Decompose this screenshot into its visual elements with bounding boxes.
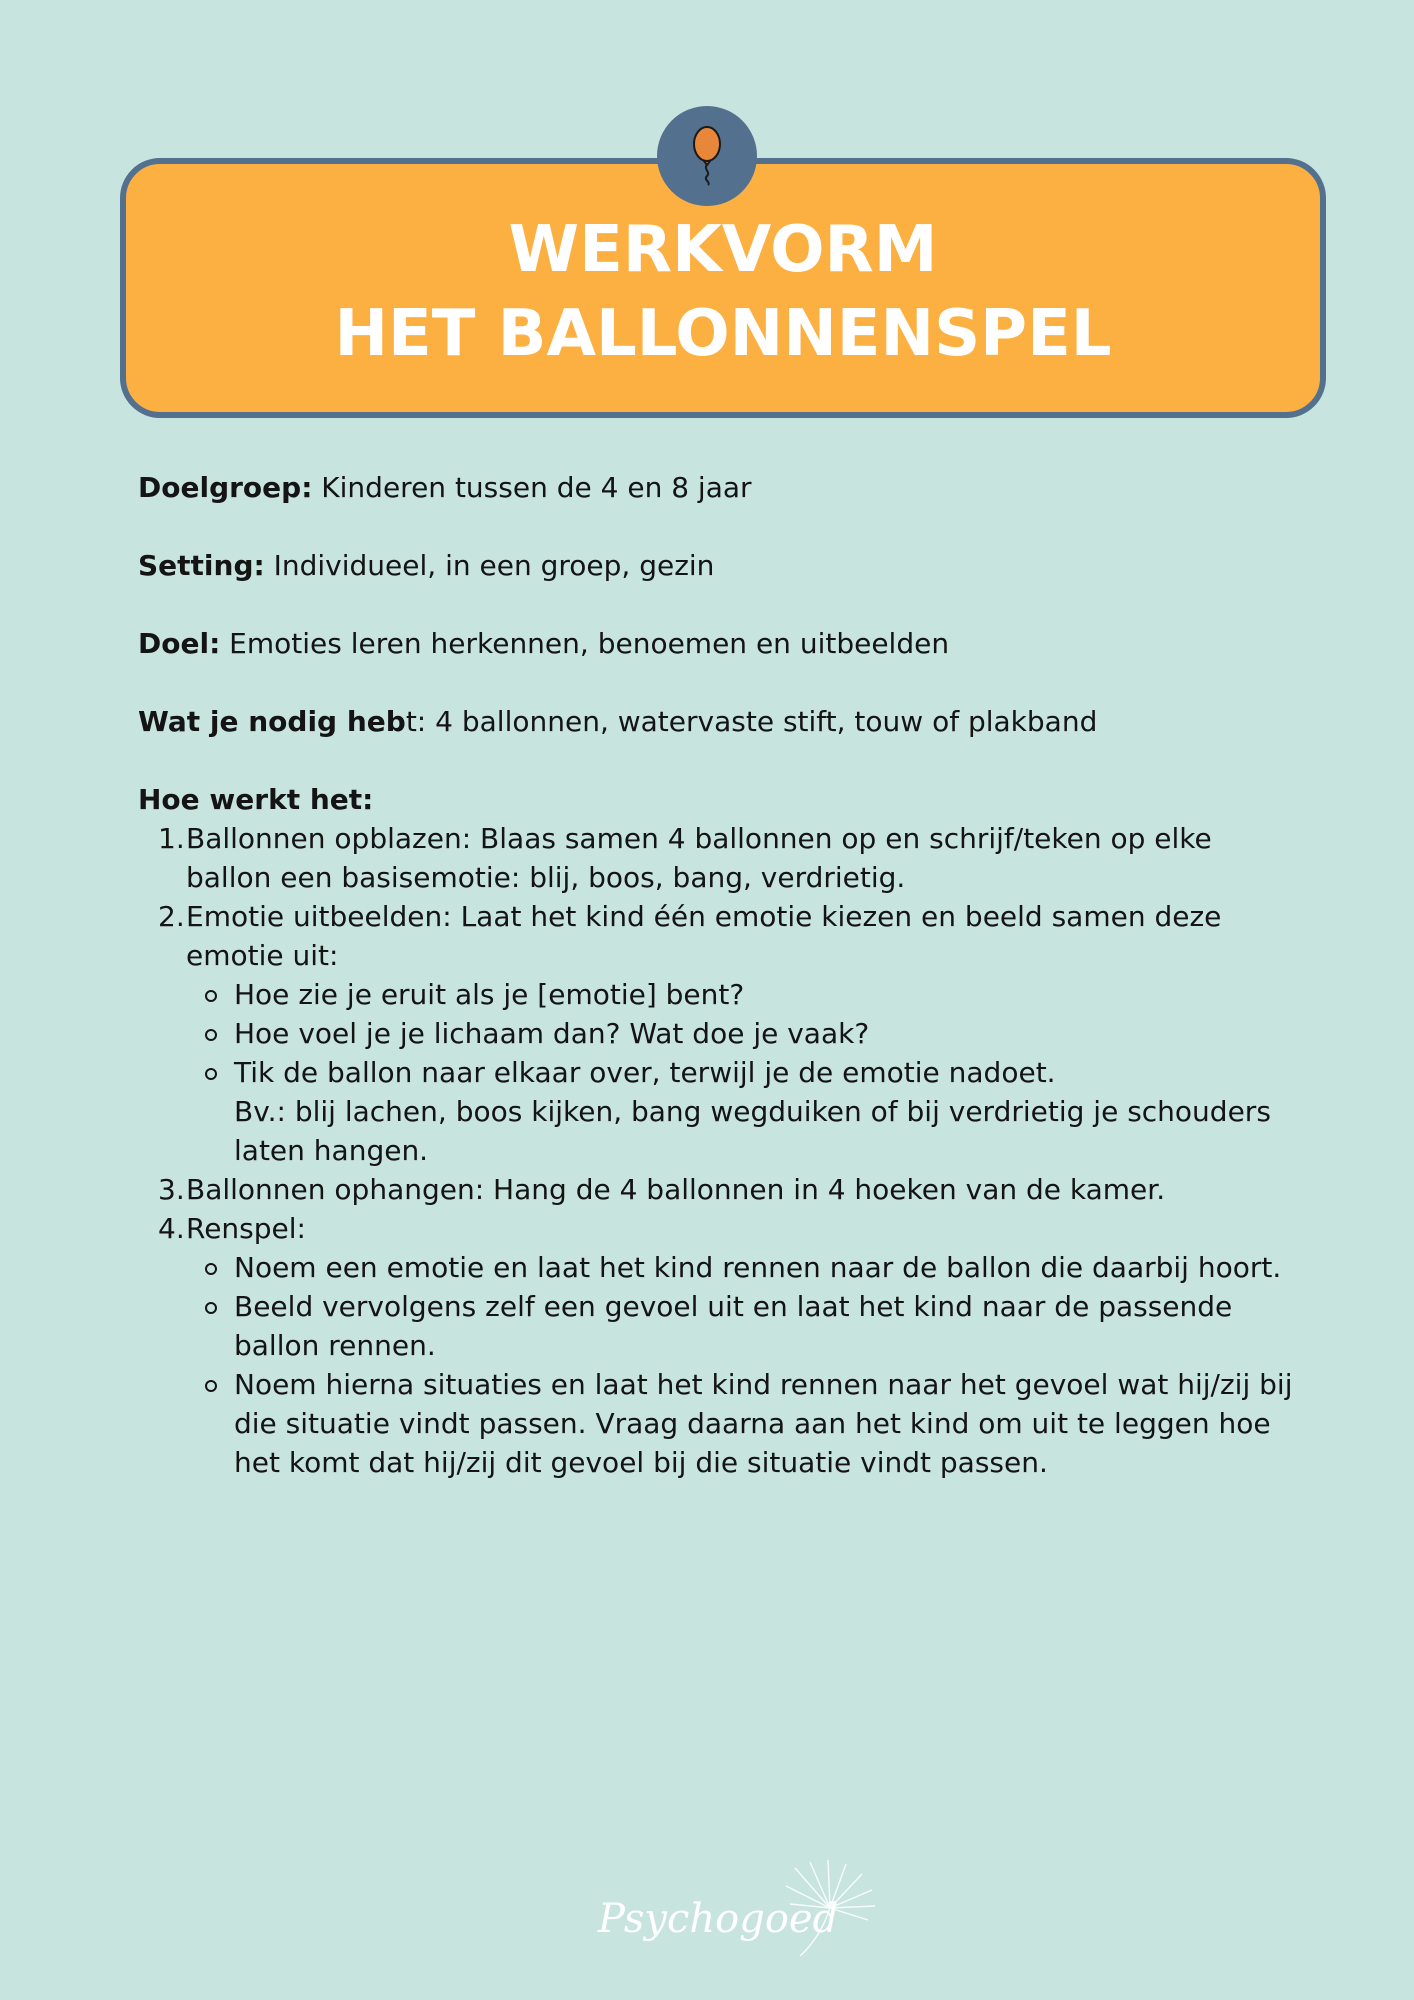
list-item	[138, 897, 1298, 1170]
step-number: 2.	[158, 900, 185, 933]
sub-list	[186, 975, 1298, 1170]
step-text: Ballonnen opblazen: Blaas samen 4 ballonnen op en schrijf/teken op elke ballon een basisemotie: blij, boos, bang, verdrietig.	[186, 822, 1212, 894]
balloon-icon	[685, 124, 729, 188]
list-item	[138, 819, 1298, 897]
step-number: 1.	[158, 822, 185, 855]
title-line-1: WERKVORM	[508, 213, 938, 287]
field-value: Kinderen tussen de 4 en 8 jaar	[312, 471, 752, 504]
field-value: Emoties leren herkennen, benoemen en uitbeelden	[220, 627, 950, 660]
list-item	[186, 1014, 1298, 1053]
field-value: Individueel, in een groep, gezin	[264, 549, 715, 582]
bullet-icon	[205, 1302, 217, 1314]
sub-text: Beeld vervolgens zelf een gevoel uit en laat het kind naar de passende ballon rennen.	[234, 1290, 1233, 1362]
field-label: Doelgroep:	[138, 471, 313, 504]
list-item	[138, 1170, 1298, 1209]
bullet-icon	[205, 1263, 217, 1275]
brand-logo: Psychogoed	[598, 1896, 839, 1942]
step-text: Renspel:	[186, 1212, 306, 1245]
balloon-badge	[657, 106, 757, 206]
field-label: Wat je nodig heb	[138, 705, 406, 738]
sub-text: Tik de ballon naar elkaar over, terwijl je de emotie nadoet.	[234, 1056, 1056, 1089]
field-doel	[138, 624, 1298, 663]
field-nodig	[138, 702, 1298, 741]
sub-text: Noem een emotie en laat het kind rennen naar de ballon die daarbij hoort.	[234, 1251, 1282, 1284]
step-number: 4.	[158, 1212, 185, 1245]
sub-text: Noem hierna situaties en laat het kind rennen naar het gevoel wat hij/zij bij die situatie vindt passen. Vraag daarna aan het kind om uit te leggen hoe het komt dat hij/zij dit gevoel bij die situatie vindt passen.	[234, 1368, 1293, 1479]
list-item	[186, 1248, 1298, 1287]
field-value: t: 4 ballonnen, watervaste stift, touw of plakband	[405, 705, 1098, 738]
sub-text: Hoe zie je eruit als je [emotie] bent?	[234, 978, 745, 1011]
steps-list	[138, 819, 1298, 1482]
footer-logo	[590, 1858, 890, 1958]
sub-text-example: Bv.: blij lachen, boos kijken, bang wegduiken of bij verdrietig je schouders laten hangen.	[234, 1095, 1271, 1167]
bullet-icon	[205, 1068, 217, 1080]
bullet-icon	[205, 1380, 217, 1392]
sub-list	[186, 1248, 1298, 1482]
title-line-2: HET BALLONNENSPEL	[334, 297, 1112, 371]
field-doelgroep	[138, 468, 1298, 507]
steps-heading: Hoe werkt het:	[138, 783, 374, 816]
list-item	[186, 1053, 1298, 1170]
sub-text: Hoe voel je je lichaam dan? Wat doe je vaak?	[234, 1017, 870, 1050]
list-item	[186, 1287, 1298, 1365]
bullet-icon	[205, 1029, 217, 1041]
list-item	[186, 975, 1298, 1014]
step-text: Emotie uitbeelden: Laat het kind één emotie kiezen en beeld samen deze emotie uit:	[186, 900, 1222, 972]
list-item	[186, 1365, 1298, 1482]
step-number: 3.	[158, 1173, 185, 1206]
bullet-icon	[205, 990, 217, 1002]
field-label: Doel:	[138, 627, 221, 660]
field-setting	[138, 546, 1298, 585]
list-item	[138, 1209, 1298, 1482]
field-label: Setting:	[138, 549, 265, 582]
step-text: Ballonnen ophangen: Hang de 4 ballonnen in 4 hoeken van de kamer.	[186, 1173, 1166, 1206]
content	[138, 468, 1298, 1482]
